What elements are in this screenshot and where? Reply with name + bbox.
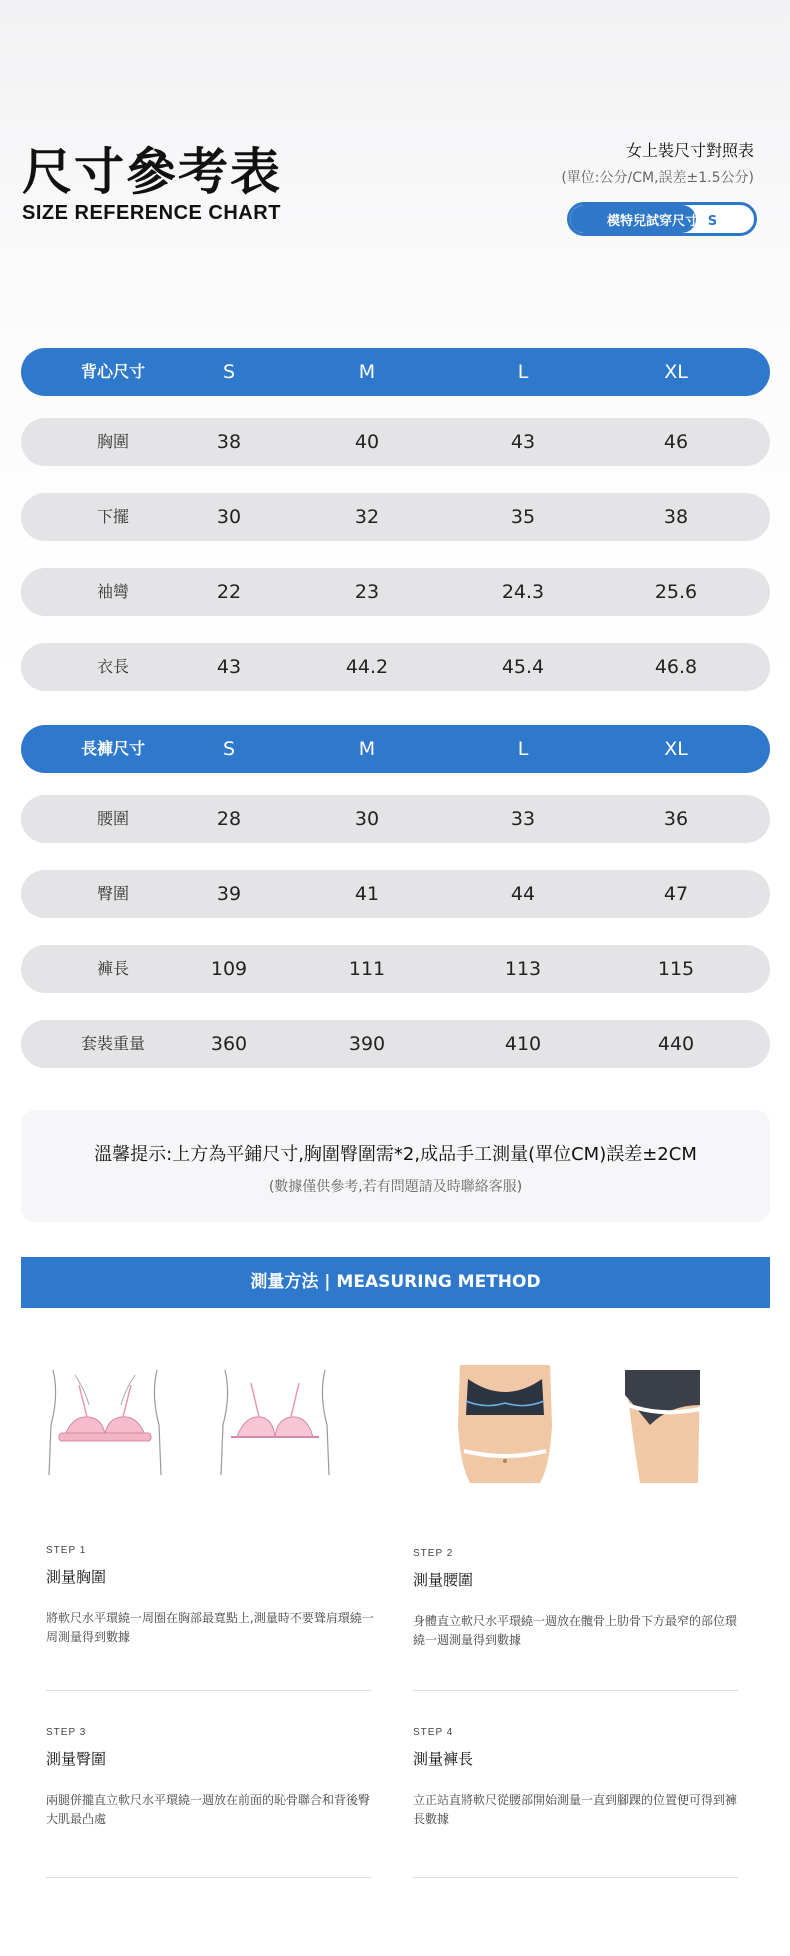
cell-s: 28 — [216, 808, 242, 830]
step-name: 測量腰圍 — [413, 1571, 474, 1589]
cell-xl: 47 — [663, 883, 689, 905]
step-description: 將軟尺水平環繞一周圈在胸部最寬點上,測量時不要聳肩環繞一周測量得到數據 — [46, 1611, 374, 1644]
size-xl-header: XL — [664, 361, 688, 383]
size-l-header: L — [517, 738, 529, 760]
header-info — [561, 138, 754, 187]
size-s-header: S — [222, 738, 236, 760]
row-label: 腰圍 — [96, 809, 129, 828]
divider — [413, 1877, 738, 1878]
page-subtitle: SIZE REFERENCE CHART — [22, 202, 281, 224]
size-l-header: L — [517, 361, 529, 383]
row-label: 下擺 — [96, 507, 129, 526]
table-row — [21, 568, 770, 616]
cell-xl: 25.6 — [654, 581, 698, 603]
step-number: STEP 1 — [46, 1545, 87, 1556]
cell-s: 30 — [216, 506, 242, 528]
step-name: 測量臀圍 — [46, 1750, 107, 1768]
step-number: STEP 4 — [413, 1727, 454, 1738]
cell-m: 40 — [354, 431, 380, 453]
hip-measure-illustration — [620, 1365, 705, 1485]
bust-measure-illustration-side — [215, 1365, 335, 1485]
vest-table-header — [21, 348, 770, 396]
step-card — [413, 1548, 743, 1650]
cell-l: 45.4 — [501, 656, 545, 678]
bust-measure-illustration-front — [45, 1365, 165, 1485]
model-size-badge — [567, 202, 757, 236]
size-m-header: M — [358, 361, 376, 383]
step-description: 兩腿併攏直立軟尺水平環繞一週放在前面的恥骨聯合和背後臀大肌最凸處 — [46, 1793, 371, 1826]
table-row — [21, 1020, 770, 1068]
step-card — [46, 1727, 376, 1829]
cell-xl: 38 — [663, 506, 689, 528]
model-badge-text — [570, 210, 754, 229]
cell-s: 39 — [216, 883, 242, 905]
cell-l: 24.3 — [501, 581, 545, 603]
tip-main-text: 溫馨提示:上方為平鋪尺寸,胸圍臀圍需*2,成品手工測量(單位CM)誤差±2CM — [94, 1144, 697, 1165]
row-label: 褲長 — [96, 959, 129, 978]
cell-m: 30 — [354, 808, 380, 830]
step-description: 身體直立軟尺水平環繞一週放在髖骨上肋骨下方最窄的部位環繞一週測量得到數據 — [413, 1614, 738, 1647]
row-label: 套裝重量 — [80, 1034, 145, 1053]
cell-s: 38 — [216, 431, 242, 453]
table-row — [21, 418, 770, 466]
model-size-value: S — [707, 214, 718, 229]
size-chart-label: 女上裝尺寸對照表 — [625, 141, 754, 160]
table-row — [21, 493, 770, 541]
step-description: 立正站直將軟尺從腰部開始測量一直到腳踝的位置便可得到褲長數據 — [413, 1793, 738, 1826]
size-s-header: S — [222, 361, 236, 383]
table-row — [21, 870, 770, 918]
cell-s: 22 — [216, 581, 242, 603]
cell-l: 44 — [510, 883, 536, 905]
model-size-prefix: 尺寸: — [671, 214, 704, 229]
cell-m: 44.2 — [345, 656, 389, 678]
cell-m: 23 — [354, 581, 380, 603]
measurement-tip — [21, 1110, 770, 1222]
step-name: 測量胸圍 — [46, 1568, 107, 1586]
row-label: 臀圍 — [96, 884, 129, 903]
step-number: STEP 3 — [46, 1727, 87, 1738]
cell-l: 35 — [510, 506, 536, 528]
cell-s: 43 — [216, 656, 242, 678]
step-name: 測量褲長 — [413, 1750, 474, 1768]
divider — [46, 1690, 371, 1691]
row-label: 胸圍 — [96, 432, 129, 451]
cell-l: 113 — [504, 958, 542, 980]
divider — [46, 1877, 371, 1878]
cell-xl: 46.8 — [654, 656, 698, 678]
pants-table-header — [21, 725, 770, 773]
cell-m: 41 — [354, 883, 380, 905]
pants-header-label: 長褲尺寸 — [80, 739, 145, 758]
cell-s: 109 — [210, 958, 248, 980]
cell-m: 390 — [348, 1033, 386, 1055]
vest-header-label: 背心尺寸 — [80, 362, 145, 381]
step-card — [46, 1545, 376, 1647]
waist-measure-illustration — [440, 1365, 570, 1485]
cell-xl: 46 — [663, 431, 689, 453]
cell-s: 360 — [210, 1033, 248, 1055]
measuring-method-banner: 測量方法 | MEASURING METHOD — [21, 1257, 770, 1308]
tip-sub-text: (數據僅供參考,若有問題請及時聯絡客服) — [268, 1179, 523, 1195]
row-label: 袖彎 — [96, 582, 129, 601]
cell-l: 33 — [510, 808, 536, 830]
cell-l: 410 — [504, 1033, 542, 1055]
unit-note: (單位:公分/CM,誤差±1.5公分) — [561, 170, 754, 186]
page-title: 尺寸參考表 — [22, 143, 282, 201]
table-row — [21, 945, 770, 993]
model-label: 模特兒試穿 — [606, 214, 672, 229]
cell-xl: 115 — [657, 958, 695, 980]
cell-xl: 440 — [657, 1033, 695, 1055]
size-m-header: M — [358, 738, 376, 760]
step-card — [413, 1727, 743, 1829]
step-number: STEP 2 — [413, 1548, 454, 1559]
table-row — [21, 643, 770, 691]
cell-xl: 36 — [663, 808, 689, 830]
row-label: 衣長 — [96, 657, 129, 676]
cell-m: 111 — [348, 958, 386, 980]
cell-l: 43 — [510, 431, 536, 453]
divider — [413, 1690, 738, 1691]
cell-m: 32 — [354, 506, 380, 528]
table-row — [21, 795, 770, 843]
size-xl-header: XL — [664, 738, 688, 760]
